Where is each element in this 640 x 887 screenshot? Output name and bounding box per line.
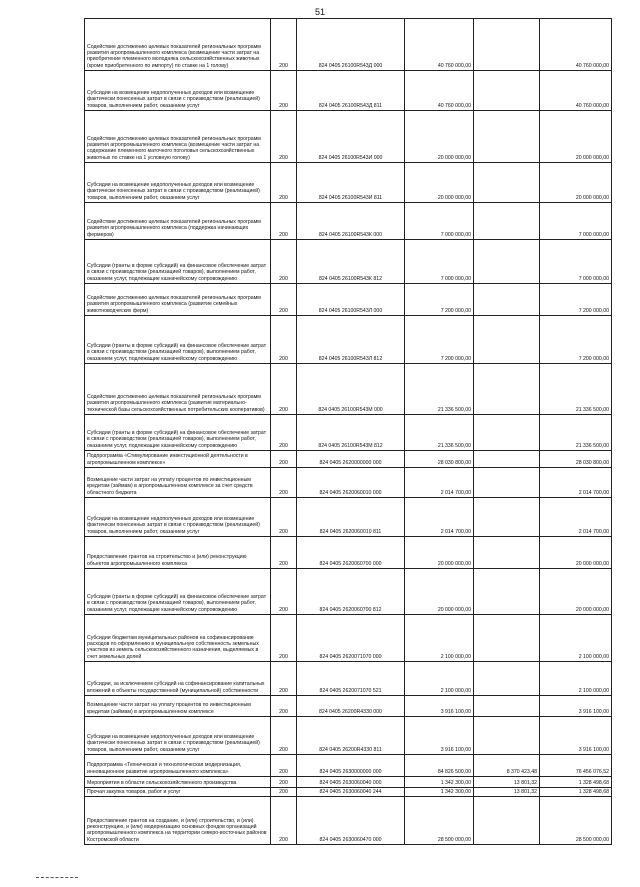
row-value-approved: 2 100 000,00: [405, 662, 474, 696]
row-value-total: 7 000 000,00: [540, 203, 612, 240]
row-name: Субсидии (гранты в форме субсидий) на финансовое обеспечение затрат в связи с производством (реализацией товаров), выполнением работ, оказанием услуг, подлежащие казначейскому сопровождению: [85, 415, 271, 451]
row-value-total: 76 456 076,52: [540, 755, 612, 777]
row-group: 200: [271, 111, 297, 163]
row-value-total: 2 014 700,00: [540, 498, 612, 537]
row-value-total: 7 000 000,00: [540, 240, 612, 284]
row-value-total: 1 328 498,68: [540, 788, 612, 797]
row-value-approved: 3 916 100,00: [405, 696, 474, 717]
table-row: [85, 788, 612, 797]
row-value-total: 20 000 000,00: [540, 537, 612, 569]
row-name: Содействие достижению целевых показателей региональных программ развития агропромышленного комплекса (развитие материально-технической базы сельскохозяйственных потребительских кооперативов): [85, 364, 271, 415]
row-code: 824 0405 26100R543М 812: [297, 415, 405, 451]
row-value-change: [474, 111, 540, 163]
row-value-total: 2 014 700,00: [540, 468, 612, 498]
row-value-total: 1 328 498,68: [540, 777, 612, 788]
row-code: 824 0405 26100R543К 812: [297, 240, 405, 284]
row-value-approved: 40 760 000,00: [405, 19, 474, 71]
row-code: 824 0405 26100R543И 000: [297, 111, 405, 163]
row-code: 824 0405 2620060700 812: [297, 569, 405, 615]
row-code: 824 0405 2620060010 000: [297, 468, 405, 498]
row-group: 200: [271, 415, 297, 451]
row-value-approved: 3 916 100,00: [405, 717, 474, 755]
row-name: Содействие достижению целевых показателей региональных программ развития агропромышленного комплекса (возмещение части затрат на приобретение племенного молодняка сельскохозяйственных животных (кроме приобретенного по импорту) по ставке на 1 голову): [85, 19, 271, 71]
row-value-change: [474, 364, 540, 415]
row-code: 824 0405 26100R543Л 812: [297, 316, 405, 364]
row-value-change: 13 801,32: [474, 777, 540, 788]
row-name: Субсидии (гранты в форме субсидий) на финансовое обеспечение затрат в связи с производством (реализацией товаров), выполнением работ, оказанием услуг, подлежащие казначейскому сопровождению: [85, 240, 271, 284]
row-name: Возмещение части затрат на уплату процентов по инвестиционным кредитам (займам) в агропромышленном комплексе за счет средств областного бюджета: [85, 468, 271, 498]
row-value-total: 40 760 000,00: [540, 71, 612, 111]
row-code: 824 0405 2620071070 521: [297, 662, 405, 696]
row-code: 824 0405 2630060040 244: [297, 788, 405, 797]
row-group: 200: [271, 19, 297, 71]
row-value-change: [474, 203, 540, 240]
row-value-total: 28 500 000,00: [540, 797, 612, 845]
table-row: [85, 468, 612, 498]
table-row: [85, 203, 612, 240]
row-code: 824 0405 26100R543Д 811: [297, 71, 405, 111]
row-group: 200: [271, 71, 297, 111]
row-group: 200: [271, 498, 297, 537]
row-group: 200: [271, 240, 297, 284]
row-code: 824 0405 26100R543М 000: [297, 364, 405, 415]
row-value-approved: 40 760 000,00: [405, 71, 474, 111]
row-name: Содействие достижению целевых показателей региональных программ развития агропромышленного комплекса (развитие семейных животноводческих ферм): [85, 284, 271, 316]
row-value-total: 28 030 800,00: [540, 451, 612, 468]
row-value-total: 21 336 500,00: [540, 364, 612, 415]
row-value-change: 13 801,32: [474, 788, 540, 797]
row-group: 200: [271, 316, 297, 364]
row-code: 824 0405 2630000000 000: [297, 755, 405, 777]
row-code: 824 0405 26100R543Л 000: [297, 284, 405, 316]
row-group: 200: [271, 696, 297, 717]
row-group: 200: [271, 203, 297, 240]
row-name: Субсидии на возмещение недополученных доходов или возмещение фактически понесенных затрат в связи с производством (реализацией) товаров, выполнением работ, оказанием услуг: [85, 163, 271, 203]
row-value-approved: 1 342 300,00: [405, 777, 474, 788]
row-value-change: [474, 537, 540, 569]
row-name: Субсидии, за исключением субсидий на софинансирование капитальных вложений в объекты государственной (муниципальной) собственности: [85, 662, 271, 696]
row-value-total: 20 000 000,00: [540, 569, 612, 615]
row-value-approved: 7 200 000,00: [405, 316, 474, 364]
row-name: Субсидии бюджетам муниципальных районов на софинансирование расходов по оформлению в муниципальную собственность земельных участков из земель сельскохозяйственного назначения, выделяемых в счет земельных долей: [85, 615, 271, 662]
row-value-change: [474, 615, 540, 662]
row-name: Предоставление грантов на создание, и (или) строительство, и (или) реконструкцию, и (или) модернизацию основных фондов организаций агропромышленного комплекса на территории северо-восточных районов Костромской области: [85, 797, 271, 845]
budget-table-body: [85, 19, 612, 845]
row-value-approved: 2 014 700,00: [405, 468, 474, 498]
row-value-change: [474, 163, 540, 203]
row-group: 200: [271, 537, 297, 569]
row-value-change: [474, 717, 540, 755]
row-value-approved: 28 500 000,00: [405, 797, 474, 845]
row-group: 200: [271, 468, 297, 498]
row-value-change: [474, 662, 540, 696]
row-name: Прочая закупка товаров, работ и услуг: [85, 788, 271, 797]
row-group: 200: [271, 717, 297, 755]
row-value-change: [474, 451, 540, 468]
row-group: 200: [271, 755, 297, 777]
row-value-total: 2 100 000,00: [540, 662, 612, 696]
row-value-total: 20 000 000,00: [540, 111, 612, 163]
table-row: [85, 19, 612, 71]
row-code: 824 0405 2630060040 000: [297, 777, 405, 788]
row-value-change: [474, 19, 540, 71]
row-code: 824 0405 2630060470 000: [297, 797, 405, 845]
row-value-approved: 2 014 700,00: [405, 498, 474, 537]
row-value-change: [474, 696, 540, 717]
row-value-total: 3 916 100,00: [540, 696, 612, 717]
row-name: Субсидии (гранты в форме субсидий) на финансовое обеспечение затрат в связи с производством (реализацией товаров), выполнением работ, оказанием услуг, подлежащие казначейскому сопровождению: [85, 569, 271, 615]
row-code: 824 0405 2620060700 000: [297, 537, 405, 569]
row-name: Субсидии на возмещение недополученных доходов или возмещение фактически понесенных затрат в связи с производством (реализацией) товаров, выполнением работ, оказанием услуг: [85, 498, 271, 537]
row-group: 200: [271, 615, 297, 662]
table-row: [85, 71, 612, 111]
row-value-approved: 7 000 000,00: [405, 240, 474, 284]
row-value-approved: 20 000 000,00: [405, 569, 474, 615]
row-value-change: [474, 71, 540, 111]
table-row: [85, 240, 612, 284]
row-value-change: [474, 316, 540, 364]
row-value-change: [474, 468, 540, 498]
table-row: [85, 451, 612, 468]
row-code: 824 0405 2620000000 000: [297, 451, 405, 468]
table-row: [85, 364, 612, 415]
row-value-approved: 21 336 500,00: [405, 364, 474, 415]
table-row: [85, 696, 612, 717]
table-row: [85, 717, 612, 755]
table-row: [85, 163, 612, 203]
row-value-change: [474, 240, 540, 284]
row-value-total: 7 200 000,00: [540, 316, 612, 364]
row-group: 200: [271, 662, 297, 696]
row-code: 824 0405 26100R543Д 000: [297, 19, 405, 71]
row-group: 200: [271, 788, 297, 797]
row-code: 824 0405 26100R543И 811: [297, 163, 405, 203]
row-value-approved: 2 100 000,00: [405, 615, 474, 662]
row-value-approved: 7 000 000,00: [405, 203, 474, 240]
table-row: [85, 615, 612, 662]
row-name: Подпрограмма «Стимулирование инвестиционной деятельности в агропромышленном комплексе»: [85, 451, 271, 468]
row-code: 824 0405 2620071070 000: [297, 615, 405, 662]
row-code: 824 0405 26100R543К 000: [297, 203, 405, 240]
row-value-change: [474, 498, 540, 537]
row-name: Предоставление грантов на строительство и (или) реконструкцию объектов агропромышленного комплекса: [85, 537, 271, 569]
table-row: [85, 662, 612, 696]
row-value-change: [474, 569, 540, 615]
table-row: [85, 284, 612, 316]
row-group: 200: [271, 451, 297, 468]
row-code: 824 0405 2620060010 811: [297, 498, 405, 537]
row-name: Содействие достижению целевых показателей региональных программ развития агропромышленного комплекса (поддержка начинающих фермеров): [85, 203, 271, 240]
row-value-change: [474, 797, 540, 845]
row-name: Содействие достижению целевых показателей региональных программ развития агропромышленного комплекса (возмещение части затрат на содержание племенного маточного поголовья сельскохозяйственных животных по ставке на 1 условную голову): [85, 111, 271, 163]
footer-divider: [36, 877, 78, 878]
row-group: 200: [271, 797, 297, 845]
table-row: [85, 569, 612, 615]
row-name: Субсидии (гранты в форме субсидий) на финансовое обеспечение затрат в связи с производством (реализацией товаров), выполнением работ, оказанием услуг, подлежащие казначейскому сопровождению: [85, 316, 271, 364]
table-row: [85, 777, 612, 788]
row-code: 824 0405 26200R4330 000: [297, 696, 405, 717]
page-number: 51: [314, 7, 325, 17]
row-group: 200: [271, 569, 297, 615]
row-name: Возмещение части затрат на уплату процентов по инвестиционным кредитам (займам) в агропромышленном комплексе: [85, 696, 271, 717]
row-value-approved: 84 826 500,00: [405, 755, 474, 777]
row-value-total: 40 760 000,00: [540, 19, 612, 71]
row-group: 200: [271, 284, 297, 316]
table-row: [85, 498, 612, 537]
table-row: [85, 797, 612, 845]
table-row: [85, 316, 612, 364]
row-name: Субсидии на возмещение недополученных доходов или возмещение фактически понесенных затрат в связи с производством (реализацией) товаров, выполнением работ, оказанием услуг: [85, 717, 271, 755]
row-value-approved: 20 000 000,00: [405, 163, 474, 203]
table-row: [85, 415, 612, 451]
table-row: [85, 755, 612, 777]
row-group: 200: [271, 163, 297, 203]
row-value-total: 2 100 000,00: [540, 615, 612, 662]
table-row: [85, 537, 612, 569]
row-value-total: 3 916 100,00: [540, 717, 612, 755]
row-value-change: [474, 284, 540, 316]
row-value-approved: 20 000 000,00: [405, 537, 474, 569]
row-value-change: 8 370 423,48: [474, 755, 540, 777]
row-value-change: [474, 415, 540, 451]
row-value-total: 21 336 500,00: [540, 415, 612, 451]
row-value-approved: 1 342 300,00: [405, 788, 474, 797]
row-value-approved: 7 200 000,00: [405, 284, 474, 316]
row-value-approved: 21 336 500,00: [405, 415, 474, 451]
row-value-approved: 20 000 000,00: [405, 111, 474, 163]
budget-table: [84, 18, 612, 845]
row-name: Подпрограмма «Техническая и технологическая модернизация, инновационное развитие агропромышленного комплекса»: [85, 755, 271, 777]
row-group: 200: [271, 777, 297, 788]
row-value-approved: 28 030 800,00: [405, 451, 474, 468]
row-name: Субсидии на возмещение недополученных доходов или возмещение фактически понесенных затрат в связи с производством (реализацией) товаров, выполнением работ, оказанием услуг: [85, 71, 271, 111]
row-value-total: 20 000 000,00: [540, 163, 612, 203]
row-group: 200: [271, 364, 297, 415]
table-row: [85, 111, 612, 163]
row-code: 824 0405 26200R4330 811: [297, 717, 405, 755]
row-name: Мероприятия в области сельскохозяйственного производства: [85, 777, 271, 788]
row-value-total: 7 200 000,00: [540, 284, 612, 316]
